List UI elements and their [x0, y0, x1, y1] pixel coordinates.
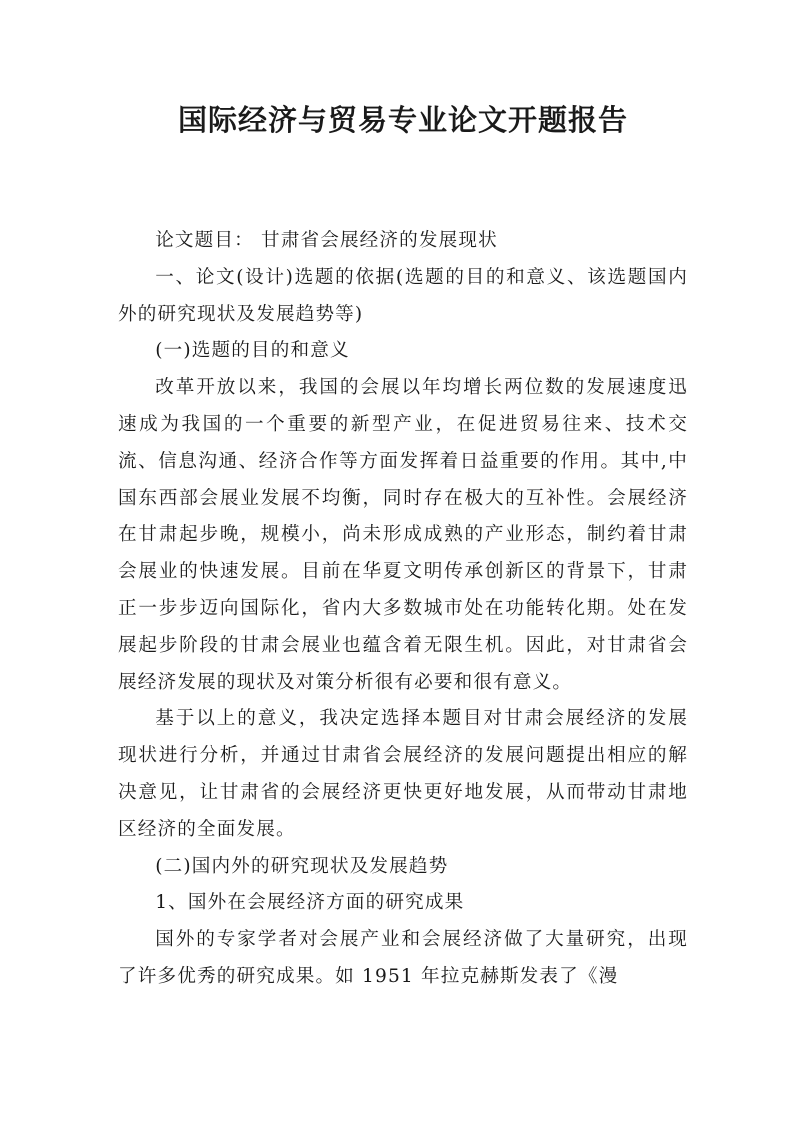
- body-paragraph: 改革开放以来，我国的会展以年均增长两位数的发展速度迅速成为我国的一个重要的新型产业，在促进贸易往来、技术交流、信息沟通、经济合作等方面发挥着日益重要的作用。其中,中国东西部会展业发展不均衡，同时存在极大的互补性。会展经济在甘肃起步晚，规模小，尚未形成成熟的产业形态，制约着甘肃会展业的快速发展。目前在华夏文明传承创新区的背景下，甘肃正一步步迈向国际化，省内大多数城市处在功能转化期。处在发展起步阶段的甘肃会展业也蕴含着无限生机。因此，对甘肃省会展经济发展的现状及对策分析很有必要和很有意义。: [118, 377, 688, 693]
- document-body: [118, 223, 688, 996]
- subsection-heading: (二)国内外的研究现状及发展趋势: [155, 855, 449, 877]
- item-heading: 1、国外在会展经济方面的研究成果: [155, 892, 465, 914]
- body-paragraph: 基于以上的意义，我决定选择本题目对甘肃会展经济的发展现状进行分析，并通过甘肃省会展经济的发展问题提出相应的解决意见，让甘肃省的会展经济更快更好地发展，从而带动甘肃地区经济的全面发展。: [118, 708, 688, 840]
- section-heading: 一、论文(设计)选题的依据(选题的目的和意义、该选题国内外的研究现状及发展趋势等): [118, 266, 688, 325]
- body-paragraph: 国外的专家学者对会展产业和会展经济做了大量研究，出现了许多优秀的研究成果。如 1951 年拉克赫斯发表了《漫: [118, 929, 688, 987]
- thesis-topic-line: 论文题目： 甘肃省会展经济的发展现状: [155, 230, 498, 251]
- subsection-heading: (一)选题的目的和意义: [155, 340, 350, 362]
- document-title: 国际经济与贸易专业论文开题报告: [177, 103, 628, 137]
